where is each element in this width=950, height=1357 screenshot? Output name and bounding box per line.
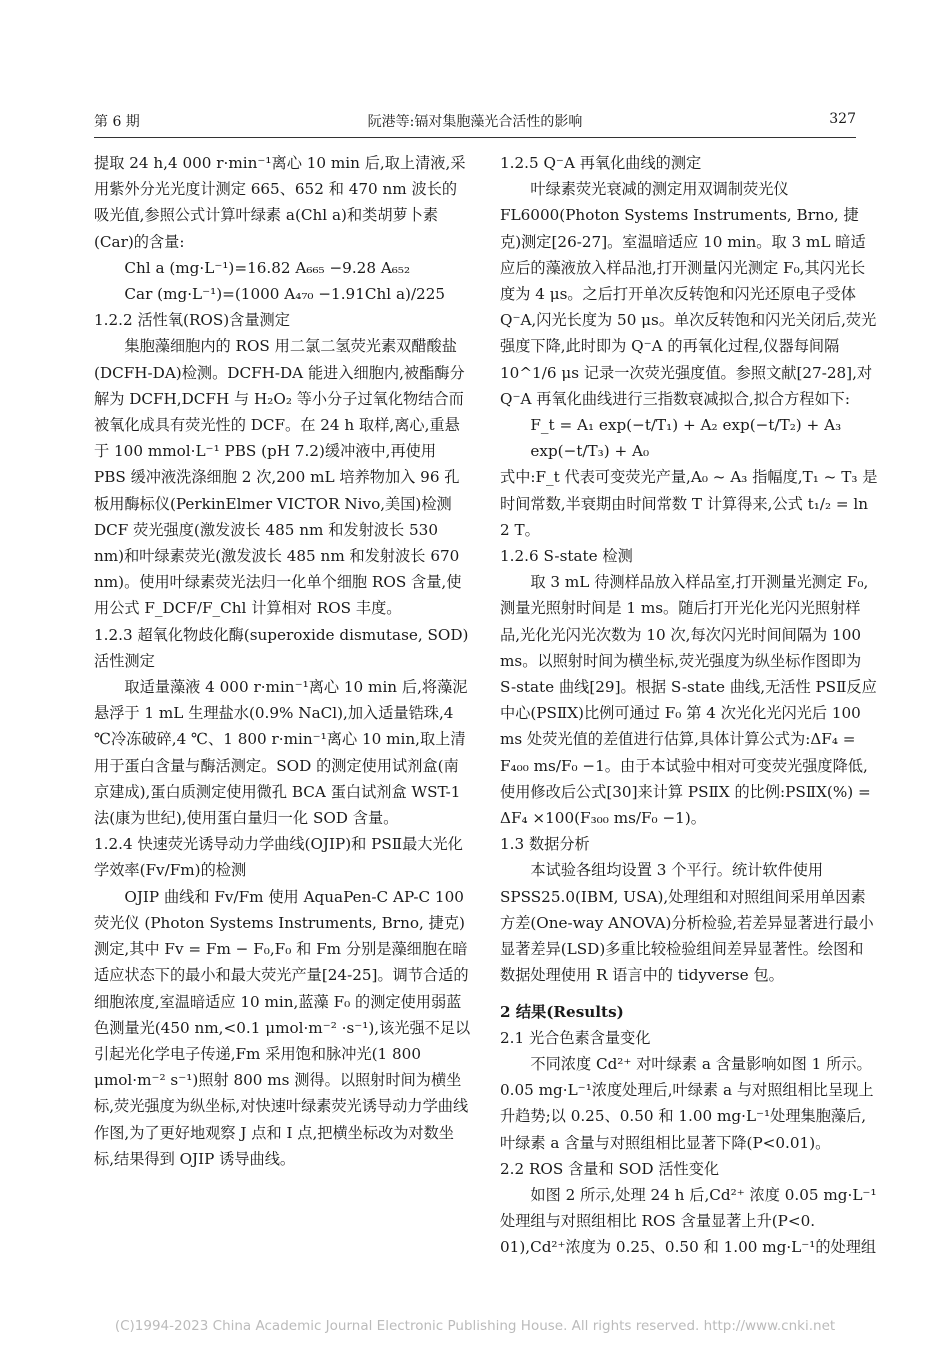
copyright-footer: (C)1994-2023 China Academic Journal Electronic Publishing House. All rights reserved. http://www.cnki.net [114, 1318, 836, 1334]
section-heading: 1.2.4 快速荧光诱导动力学曲线(OJIP)和 PSⅡ最大光化学效率(Fv/Fm)的检测 [94, 835, 463, 880]
section-heading: 1.2.6 S-state 检测 [500, 547, 633, 566]
paragraph: 提取 24 h,4 000 r·min⁻¹离心 10 min 后,取上清液,采用紫外分光光度计测定 665、652 和 470 nm 波长的吸光值,参照公式计算叶绿素 a(Chl a)和类胡萝卜素(Car)的含量: [94, 154, 466, 251]
right-column [500, 150, 878, 1261]
paragraph: 叶绿素荧光衰减的测定用双调制荧光仪 FL6000(Photon Systems Instruments, Brno, 捷克)测定[26-27]。室温暗适应 10 min。取 3 mL 暗适应后的藻液放入样品池,打开测量闪光测定 F₀,其闪光长度为 4 μs。之后打开单次反转饱和闪光还原电子受体 Q⁻A,闪光长度为 50 μs。单次反转饱和闪光关闭后,荧光强度下降,此时即为 Q⁻A 的再氧化过程,仪器每间隔 10^1/6 μs 记录一次荧光强度值。参照文献[27-28],对 Q⁻A 再氧化曲线进行三指数衰减拟合,拟合方程如下: [500, 180, 877, 408]
section-heading: 1.2.3 超氧化物歧化酶(superoxide dismutase, SOD)活性测定 [94, 625, 469, 670]
paragraph: 集胞藻细胞内的 ROS 用二氯二氢荧光素双醋酸盐(DCFH-DA)检测。DCFH-DA 能进入细胞内,被酯酶分解为 DCFH,DCFH 与 H₂O₂ 等小分子过氧化物结合而被氧化成具有荧光性的 DCF。在 24 h 取样,离心,重悬于 100 mmol·L⁻¹ PBS (pH 7.2)缓冲液中,再使用 PBS 缓冲液洗涤细胞 2 次,200 mL 培养物加入 96 孔板用酶标仪(PerkinElmer VICTOR Nivo,美国)检测 DCF 荧光强度(激发波长 485 nm 和发射波长 530 nm)和叶绿素荧光(激发波长 485 nm 和发射波长 670 nm)。使用叶绿素荧光法归一化单个细胞 ROS 含量,使用公式 F_DCF/F_Chl 计算相对 ROS 丰度。 [94, 337, 465, 618]
section-heading: 1.2.5 Q⁻A 再氧化曲线的测定 [500, 154, 702, 172]
paragraph: 取 3 mL 待测样品放入样品室,打开测量光测定 F₀,测量光照射时间是 1 ms。随后打开光化光闪光照射样品,光化光闪光次数为 10 次,每次闪光时间间隔为 100 ms。以照射时间为横坐标,荧光强度为纵坐标作图即为 S-state 曲线[29]。根据 S-state 曲线,无活性 PSⅡ反应中心(PSⅡX)比例可通过 F₀ 第 4 次光化光闪光后 100 ms 处荧光值的差值进行估算,具体计算公式为:ΔF₄ = F₄₀₀ ms/F₀ −1。由于本试验中相对可变荧光强度降低,使用修改后公式[30]来计算 PSⅡX 的比例:PSⅡX(%) = ΔF₄ ×100(F₃₀₀ ms/F₀ −1)。 [500, 573, 877, 828]
issue-number: 第 6 期 [94, 114, 140, 130]
section-heading: 2 结果(Results) [500, 1002, 624, 1021]
equation: Chl a (mg·L⁻¹)=16.82 A₆₆₅ −9.28 A₆₅₂ [124, 258, 411, 277]
section-heading: 2.2 ROS 含量和 SOD 活性变化 [500, 1159, 720, 1178]
header-rule [94, 137, 856, 138]
section-heading: 1.2.2 活性氧(ROS)含量测定 [94, 311, 290, 330]
paragraph: 取适量藻液 4 000 r·min⁻¹离心 10 min 后,将藻泥悬浮于 1 mL 生理盐水(0.9% NaCl),加入适量锆珠,4 ℃冷冻破碎,4 ℃、1 800 r·min⁻¹离心 10 min,取上清用于蛋白含量与酶活测定。SOD 的测定使用试剂盒(南京建成),蛋白质测定使用微孔 BCA 蛋白试剂盒 WST-1 法(康为世纪),使用蛋白量归一化 SOD 含量。 [94, 678, 468, 828]
equation: Car (mg·L⁻¹)=(1000 A₄₇₀ −1.91Chl a)/225 [124, 285, 446, 304]
running-title: 阮港等:镉对集胞藻光合活性的影响 [367, 114, 583, 130]
section-heading: 2.1 光合色素含量变化 [500, 1028, 651, 1047]
section-heading: 1.3 数据分析 [500, 835, 590, 854]
paragraph: 式中:F_t 代表可变荧光产量,A₀ ~ A₃ 指幅度,T₁ ~ T₃ 是时间常数,半衰期由时间常数 T 计算得来,公式 t₁/₂ = ln 2 T。 [500, 468, 878, 539]
page-number: 327 [829, 111, 856, 127]
paragraph: OJIP 曲线和 Fv/Fm 使用 AquaPen-C AP-C 100 荧光仪 (Photon Systems Instruments, Brno, 捷克)测定,其中 Fv = Fm − F₀,F₀ 和 Fm 分别是藻细胞在暗适应状态下的最小和最大荧光产量[24-25]。调节合适的细胞浓度,室温暗适应 10 min,蓝藻 F₀ 的测定使用弱蓝色测量光(450 nm,<0.1 μmol·m⁻² ·s⁻¹),该光强不足以引起光化学电子传递,Fm 采用饱和脉冲光(1 800 μmol·m⁻² s⁻¹)照射 800 ms 测得。以照射时间为横坐标,荧光强度为纵坐标,对快速叶绿素荧光诱导动力学曲线作图,为了更好地观察 J 点和 I 点,把横坐标改为对数坐标,结果得到 OJIP 诱导曲线。 [94, 887, 471, 1168]
paragraph: 本试验各组均设置 3 个平行。统计软件使用 SPSS25.0(IBM, USA),处理组和对照组间采用单因素方差(One-way ANOVA)分析检验,若差异显著进行最小显著差异(LSD)多重比较检验组间差异显著性。绘图和数据处理使用 R 语言中的 tidyverse 包。 [500, 861, 874, 985]
left-column [94, 150, 472, 1172]
paragraph: 如图 2 所示,处理 24 h 后,Cd²⁺ 浓度 0.05 mg·L⁻¹处理组与对照组相比 ROS 含量显著上升(P<0. 01),Cd²⁺浓度为 0.25、0.50 和 1.00 mg·L⁻¹的处理组 [500, 1185, 877, 1257]
paragraph: 不同浓度 Cd²⁺ 对叶绿素 a 含量影响如图 1 所示。0.05 mg·L⁻¹浓度处理后,叶绿素 a 与对照组相比呈现上升趋势;以 0.25、0.50 和 1.00 mg·L⁻¹处理集胞藻后,叶绿素 a 含量与对照组相比显著下降(P<0.01)。 [500, 1054, 874, 1152]
equation: F_t = A₁ exp(−t/T₁) + A₂ exp(−t/T₂) + A₃ exp(−t/T₃) + A₀ [530, 416, 842, 461]
